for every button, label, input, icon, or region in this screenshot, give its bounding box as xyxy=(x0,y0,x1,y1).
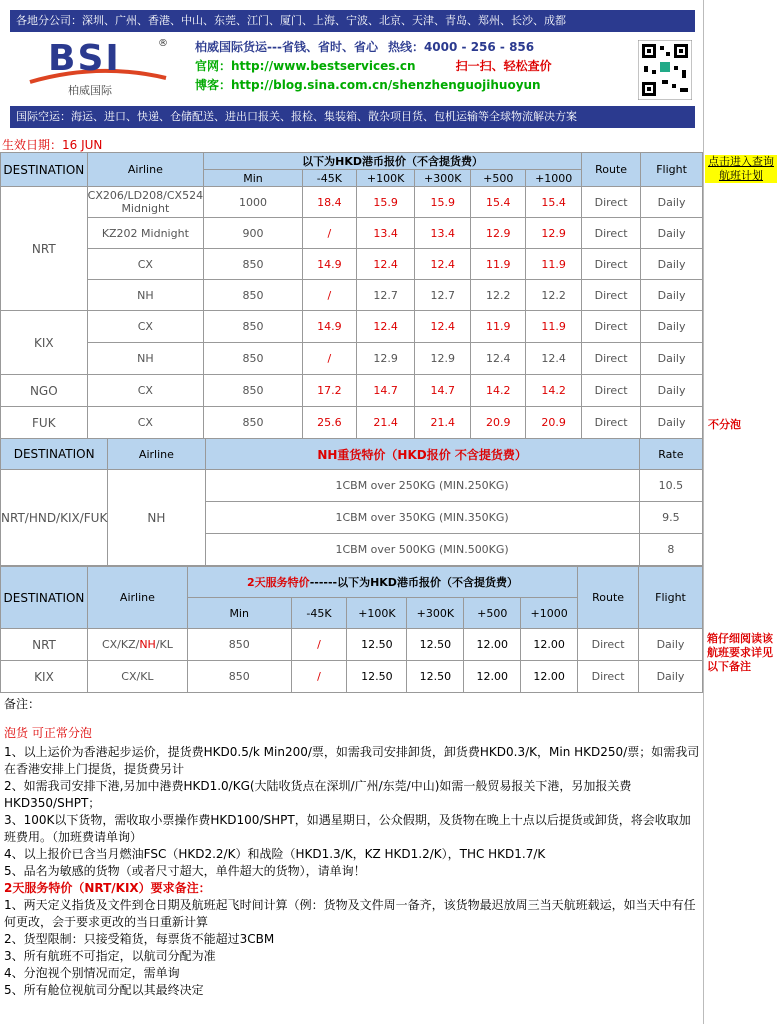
col-1000: +1000 xyxy=(526,170,582,187)
route-cell: Direct xyxy=(582,375,641,407)
rate-cell: / xyxy=(291,629,347,661)
table-row xyxy=(1,343,703,375)
col-300k: +300K xyxy=(407,598,464,629)
two-day-title-red: 2天服务特价 xyxy=(247,576,310,589)
rate-cell: 11.9 xyxy=(526,311,582,343)
rate-cell: 15.4 xyxy=(471,187,526,218)
weight-desc-cell: 1CBM over 250KG (MIN.250KG) xyxy=(205,470,639,502)
rate-cell: 14.2 xyxy=(526,375,582,407)
hotline: 热线：4000 - 256 - 856 xyxy=(387,40,535,54)
note-item: 5、所有舱位视航司分配以其最终决定 xyxy=(4,983,204,997)
header-info xyxy=(195,38,552,95)
flight-cell: Daily xyxy=(641,187,703,218)
rate-cell: 12.2 xyxy=(471,280,526,311)
route-cell: Direct xyxy=(582,407,641,439)
rate-cell: 17.2 xyxy=(302,375,356,407)
logo-subtitle: 柏威国际 xyxy=(68,84,112,97)
rate-cell: 11.9 xyxy=(471,249,526,280)
note-item: 1、以上运价为香港起步运价，提货费HKD0.5/k Min200/票，如需我司安排卸货，卸货费HKD0.3/K，Min HKD250/票；如需我司在香港安排上门提货，提货费另计 xyxy=(4,745,700,776)
table-row xyxy=(1,218,703,249)
airline-cell: KZ202 Midnight xyxy=(87,218,203,249)
rate-cell: 12.2 xyxy=(526,280,582,311)
table-row xyxy=(1,280,703,311)
company-slogan: 柏威国际货运---省钱、省时、省心 xyxy=(195,40,378,54)
weight-desc-cell: 1CBM over 350KG (MIN.350KG) xyxy=(205,502,639,534)
airline-part-red: NH xyxy=(139,638,156,651)
rate-cell: 20.9 xyxy=(471,407,526,439)
airline-cell: CX xyxy=(87,375,203,407)
airline-cell: CX206/LD208/CX524 Midnight xyxy=(87,187,203,218)
col-airline: Airline xyxy=(87,153,203,187)
min-cell: 900 xyxy=(204,218,303,249)
col-500: +500 xyxy=(464,598,521,629)
dest-cell: NRT xyxy=(1,187,88,311)
rate-cell: 15.9 xyxy=(415,187,471,218)
note-item: 5、品名为敏感的货物（或者尺寸超大，单件超大的货物），请单询！ xyxy=(4,864,366,878)
rate-cell: / xyxy=(302,280,356,311)
rate-cell: 12.50 xyxy=(347,629,407,661)
two-day-title xyxy=(187,567,577,598)
table-row xyxy=(1,407,703,439)
price-title: 以下为HKD港币报价（不含提货费） xyxy=(204,153,582,170)
col-airline: Airline xyxy=(87,567,187,629)
effective-date: 生效日期：16 JUN xyxy=(2,138,103,152)
rate-cell: 12.4 xyxy=(415,249,471,280)
bsi-logo xyxy=(28,38,188,102)
rate-cell: 12.9 xyxy=(356,343,415,375)
rate-cell: 14.7 xyxy=(356,375,415,407)
rate-cell: 14.2 xyxy=(471,375,526,407)
rate-cell: 11.9 xyxy=(526,249,582,280)
rate-cell: 12.9 xyxy=(471,218,526,249)
table-row xyxy=(1,629,703,661)
table-row xyxy=(1,311,703,343)
note-item: 1、两天定义指货及文件到仓日期及航班起飞时间计算（例：货物及文件周一备齐，该货物最迟放周三当天航班载运，如当天中有任何更改，会于要求更改的当日重新计算 xyxy=(4,898,696,929)
rate-cell: 12.00 xyxy=(464,661,521,693)
airline-cell xyxy=(87,629,187,661)
dest-cell: NRT/HND/KIX/FUK xyxy=(1,470,108,566)
note-item: 4、以上报价已含当月燃油FSC（HKD2.2/K）和战险（HKD1.3/K，KZ HKD1.2/K），THC HKD1.7/K xyxy=(4,847,546,861)
min-cell: 850 xyxy=(204,280,303,311)
flight-cell: Daily xyxy=(641,407,703,439)
airline-cell: CX/KL xyxy=(87,661,187,693)
notes-title: 备注： xyxy=(4,697,41,711)
airline-cell: CX xyxy=(87,249,203,280)
two-day-title-rest: ------以下为HKD港币报价（不含提货费） xyxy=(309,576,518,589)
rate-cell: 14.9 xyxy=(302,249,356,280)
flight-cell: Daily xyxy=(641,343,703,375)
route-cell: Direct xyxy=(582,249,641,280)
rate-cell: 8 xyxy=(639,534,702,566)
airline-cell: CX xyxy=(87,407,203,439)
airline-part: /KL xyxy=(155,638,173,651)
notes-subtitle: 泡货 可正常分泡 xyxy=(4,726,92,740)
flight-cell: Daily xyxy=(641,311,703,343)
route-cell: Direct xyxy=(582,187,641,218)
rate-cell: 12.50 xyxy=(347,661,407,693)
rate-cell: 25.6 xyxy=(302,407,356,439)
route-cell: Direct xyxy=(582,280,641,311)
dest-cell: NGO xyxy=(1,375,88,407)
col-route: Route xyxy=(578,567,639,629)
flight-cell: Daily xyxy=(639,629,703,661)
rate-cell: 15.9 xyxy=(356,187,415,218)
services-band: 国际空运：海运、进口、快递、仓储配送、进出口报关、报检、集装箱、散杂项目货、包机运输等全球物流解决方案 xyxy=(10,106,695,128)
nh-special-title: NH重货特价（HKD报价 不含提货费） xyxy=(205,439,639,470)
note-item: 3、100K以下货物，需收取小票操作费HKD100/SHPT，如遇星期日，公众假期，及货物在晚上十点以后提货或卸货，将会收取加班费用。（加班费请单询） xyxy=(4,813,691,844)
rate-cell: 12.9 xyxy=(415,343,471,375)
col-destination: DESTINATION xyxy=(1,153,88,187)
rate-cell: 12.9 xyxy=(526,218,582,249)
rate-cell: 20.9 xyxy=(526,407,582,439)
scan-text: 扫一扫、轻松查价 xyxy=(455,59,552,73)
dest-cell: KIX xyxy=(1,311,88,375)
header-banner xyxy=(10,10,695,128)
rate-cell: 12.00 xyxy=(521,661,578,693)
airline-cell: CX xyxy=(87,311,203,343)
min-cell: 850 xyxy=(204,407,303,439)
rate-cell: 18.4 xyxy=(302,187,356,218)
note-item: 2、如需我司安排下港,另加中港费HKD1.0/KG(大陆收货点在深圳/广州/东莞/中山)如需一般贸易报关下港，另加报关费HKD350/SHPT； xyxy=(4,779,632,810)
route-cell: Direct xyxy=(582,343,641,375)
col-45k: -45K xyxy=(302,170,356,187)
notes-section xyxy=(4,696,702,999)
dest-cell: KIX xyxy=(1,661,88,693)
route-cell: Direct xyxy=(578,661,639,693)
col-destination: DESTINATION xyxy=(1,567,88,629)
col-flight: Flight xyxy=(639,567,703,629)
note-item: 4、分泡视个别情况而定，需单询 xyxy=(4,966,180,980)
two-day-service-table xyxy=(0,566,703,693)
col-airline: Airline xyxy=(108,439,205,470)
airline-cell: NH xyxy=(108,470,205,566)
rate-cell: 12.00 xyxy=(464,629,521,661)
rate-cell: 12.4 xyxy=(526,343,582,375)
table-row xyxy=(1,249,703,280)
flight-cell: Daily xyxy=(641,375,703,407)
flight-cell: Daily xyxy=(641,249,703,280)
note-item: 2、货型限制：只接受箱货，每票货不能超过3CBM xyxy=(4,932,275,946)
note-item: 3、所有航班不可指定，以航司分配为准 xyxy=(4,949,216,963)
min-cell: 850 xyxy=(187,661,291,693)
weight-desc-cell: 1CBM over 500KG (MIN.500KG) xyxy=(205,534,639,566)
rate-cell: 11.9 xyxy=(471,311,526,343)
registered-icon: ® xyxy=(158,38,168,49)
qr-code-icon[interactable] xyxy=(638,40,692,100)
notes-title-2: 2天服务特价（NRT/KIX）要求备注： xyxy=(4,881,211,895)
min-cell: 850 xyxy=(204,375,303,407)
col-min: Min xyxy=(204,170,303,187)
rate-cell: 12.4 xyxy=(356,249,415,280)
table-row xyxy=(1,470,703,502)
rate-cell: 12.00 xyxy=(521,629,578,661)
col-destination: DESTINATION xyxy=(1,439,108,470)
rate-cell: / xyxy=(302,343,356,375)
right-border-line xyxy=(703,0,704,1024)
table-row xyxy=(1,375,703,407)
min-cell: 850 xyxy=(204,311,303,343)
rate-cell: 12.7 xyxy=(356,280,415,311)
rate-cell: 12.4 xyxy=(471,343,526,375)
rate-cell: 13.4 xyxy=(356,218,415,249)
airline-part: CX/KZ/ xyxy=(101,638,140,651)
rates-table xyxy=(0,152,703,439)
rate-cell: 15.4 xyxy=(526,187,582,218)
col-100k: +100K xyxy=(356,170,415,187)
min-cell: 850 xyxy=(204,249,303,280)
route-cell: Direct xyxy=(578,629,639,661)
col-45k: -45K xyxy=(291,598,347,629)
rate-cell: 21.4 xyxy=(356,407,415,439)
route-cell: Direct xyxy=(582,218,641,249)
col-flight: Flight xyxy=(641,153,703,187)
table-row xyxy=(1,661,703,693)
rate-cell: 9.5 xyxy=(639,502,702,534)
col-1000: +1000 xyxy=(521,598,578,629)
min-cell: 850 xyxy=(187,629,291,661)
rate-cell: 14.7 xyxy=(415,375,471,407)
rate-cell: / xyxy=(291,661,347,693)
rate-cell: 12.4 xyxy=(415,311,471,343)
col-300k: +300K xyxy=(415,170,471,187)
airline-cell: NH xyxy=(87,280,203,311)
min-cell: 850 xyxy=(204,343,303,375)
rate-cell: 12.4 xyxy=(356,311,415,343)
website-link[interactable]: 官网：http://www.bestservices.cn xyxy=(195,59,416,73)
dest-cell: FUK xyxy=(1,407,88,439)
col-rate: Rate xyxy=(639,439,702,470)
logo-text: BSI xyxy=(48,38,121,79)
flight-cell: Daily xyxy=(641,280,703,311)
col-500: +500 xyxy=(471,170,526,187)
col-route: Route xyxy=(582,153,641,187)
col-100k: +100K xyxy=(347,598,407,629)
rate-cell: 13.4 xyxy=(415,218,471,249)
rate-cell: 12.50 xyxy=(407,661,464,693)
flight-cell: Daily xyxy=(641,218,703,249)
rate-cell: 21.4 xyxy=(415,407,471,439)
rate-cell: / xyxy=(302,218,356,249)
dest-cell: NRT xyxy=(1,629,88,661)
rate-cell: 14.9 xyxy=(302,311,356,343)
min-cell: 1000 xyxy=(204,187,303,218)
flight-schedule-link[interactable]: 点击进入查询航班计划 xyxy=(705,155,777,183)
side-remark: 箱仔细阅读该航班要求详见以下备注 xyxy=(707,632,773,673)
rate-cell: 12.50 xyxy=(407,629,464,661)
branches-band: 各地分公司：深圳、广州、香港、中山、东莞、江门、厦门、上海、宁波、北京、天津、青岛、郑州、长沙、成都 xyxy=(10,10,695,32)
col-min: Min xyxy=(187,598,291,629)
rate-cell: 12.7 xyxy=(415,280,471,311)
no-split-note: 不分泡 xyxy=(708,418,741,431)
rate-cell: 10.5 xyxy=(639,470,702,502)
nh-heavy-cargo-table xyxy=(0,438,703,566)
blog-link[interactable]: 博客：http://blog.sina.com.cn/shenzhenguojihuoyun xyxy=(195,78,541,92)
airline-cell: NH xyxy=(87,343,203,375)
table-row xyxy=(1,187,703,218)
route-cell: Direct xyxy=(582,311,641,343)
flight-cell: Daily xyxy=(639,661,703,693)
